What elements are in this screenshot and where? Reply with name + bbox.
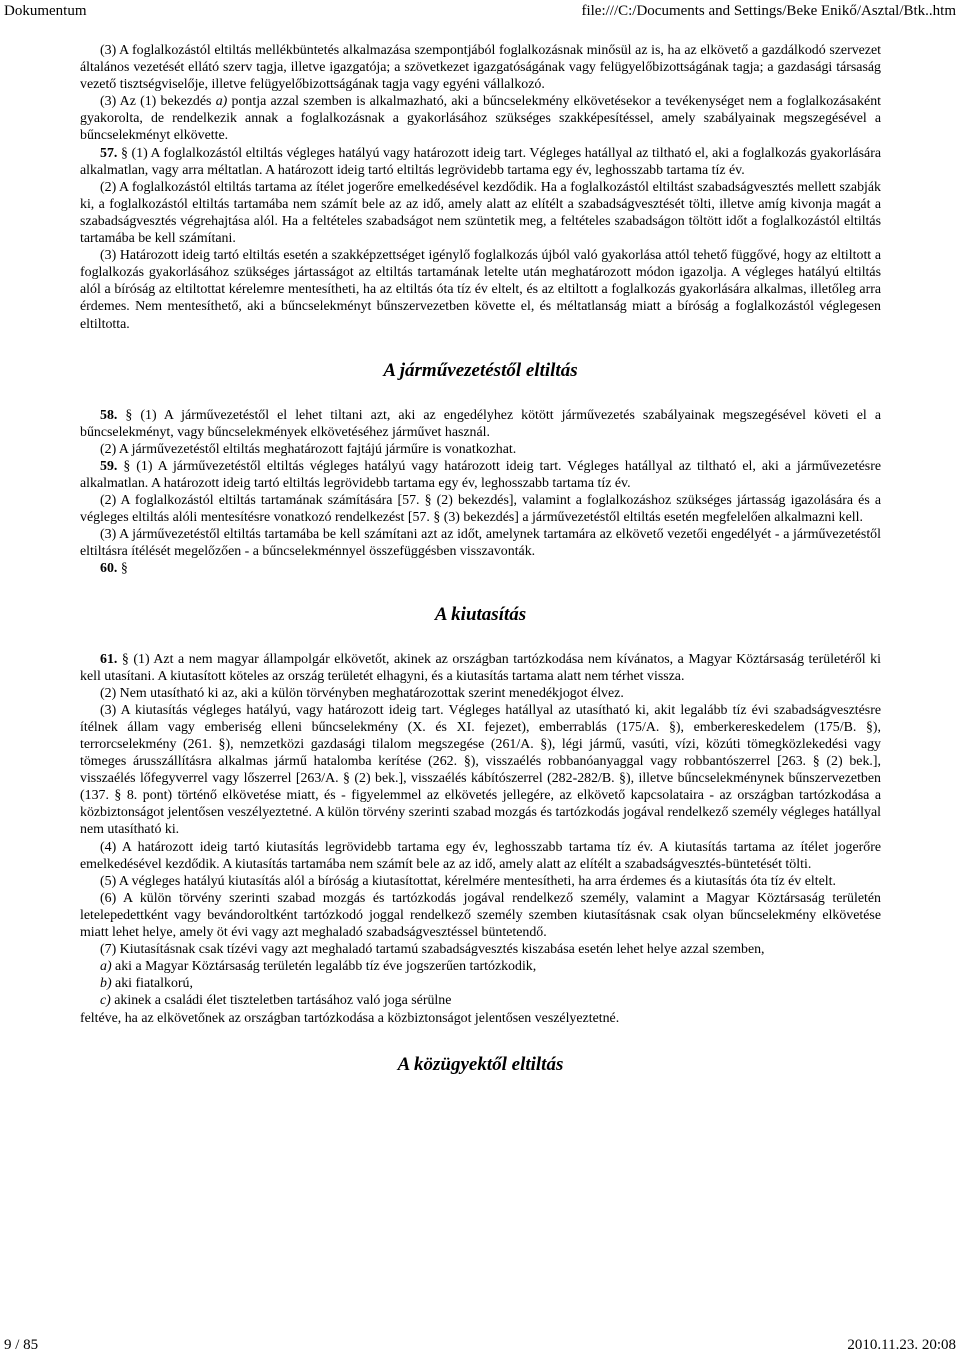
section-paragraph: 58. § (1) A járművezetéstől el lehet tiltani azt, aki az engedélyhez kötött járművezetés szabályainak megszegésével követi el a bűncselekményt, vagy bűncselekmények elkövetéséhez járművet használ. [80,407,881,440]
section-paragraph: 61. § (1) Azt a nem magyar állampolgár elkövetőt, akinek az országban tartózkodása nem kívánatos, a Magyar Köztársaság területéről ki kell utasítani. A kiutasított köteles az ország területét elhagyni, és a kiutasítás tartama alatt nem térhet vissza. [80,651,881,684]
paragraph: (2) A foglalkozástól eltiltás tartamának számítására [57. § (2) bekezdés], valamint a foglalkozáshoz szükséges jártasság igazolására és a végleges eltiltás alóli mentesítésre vonatkozó rendelkezést [57. § (3) bekezdés] a járművezetéstől eltiltás esetén megfelelően alkalmazni kell. [80,493,881,526]
page-footer [4,1337,956,1354]
paragraph: (5) A végleges hatályú kiutasítás alól a bíróság a kiutasítottat, kérelmére mentesítheti, ha arra érdemes és a kiutasítás óta tíz év eltelt. [100,873,836,889]
section-sign-link[interactable]: § [125,407,133,423]
section-number: 61. [100,651,118,667]
paragraph: (2) Nem utasítható ki az, aki a külön törvényben meghatározottak szerint menedékjogot élvez. [100,685,624,701]
paragraph: (6) A külön törvény szerinti szabad mozgás és tartózkodás jogával rendelkező személy, valamint a Magyar Köztársaság területén letelepedettként vagy bevándoroltként tartózkodó joggal rendelkező személy szemben kiutasításnak csak olyan bűncselekmény elkövetése miatt lehet helye, amely öt évi vagy azt meghaladó szabadságvesztéssel büntetendő. [80,890,881,941]
paragraph: (3) A kiutasítás végleges hatályú, vagy határozott ideig tart. Végleges hatállyal az utasítható ki, akit legalább tíz évi szabadságvesztésre ítélnek állam vagy emberiség elleni bűncselekmény (X. és XI. fejezet), emberrablás (175/A. §), emberkereskedelem (175/B. §), terrorcselekmény (261. §), nemzetközi gazdasági tilalom megszegése (261/A. §), légi jármű, vasúti, vízi, közúti tömegközlekedési vagy tömeges árusszállításra alkalmas jármű hatalomba kerítése (262. §), visszaélés robbanóanyaggal vagy robbantószerrel [263. § (2) bek.], visszaélés lőfegyverrel vagy lőszerrel [263/A. § (2) bek.], visszaélés kábítószerrel (282-282/B. §), illetve bűncselekménynek bűnszervezetben (137. § 8. pont) történő elkövetése miatt, és - figyelemmel az elkövetés jellegére, az elkövető kapcsolataira - az országban tartózkodása a közbiztonságot jelentősen veszélyeztetné. A külön törvény szerinti szabad mozgás és tartózkodás jogával rendelkező személy végleges hatállyal nem utasítható ki. [80,702,881,838]
section-number: 59. [100,458,118,474]
heading-kozugyek: A közügyektől eltiltás [397,1053,564,1075]
paragraph: (4) A határozott ideig tartó kiutasítás legrövidebb tartama egy év, leghosszabb tartama tíz év. A kiutasítás tartama az ítélet jogerőre emelkedésével kezdődik. A kiutasítás tartamába nem számít bele az az idő, amely alatt az elítélt a szabadságvesztés-büntetését tölti. [80,839,881,872]
section-sign-link[interactable]: § [123,458,131,474]
paragraph: (3) Az (1) bekezdés a) pontja azzal szemben is alkalmazható, aki a bűncselekmény elkövetésekor a tevékenységet nem a foglalkozásaként gyakorolta, de rendelkezik annak a foglalkozásnak a gyakorlásához szükséges szakképesítéssel, amely szabályainak megszegésével a bűncselekményt elkövette. [80,94,881,144]
section-paragraph [80,560,881,577]
paragraph: (3) Határozott ideig tartó eltiltás esetén a szakképzettséget igénylő foglalkozás újból való gyakorlása attól tehető függővé, hogy az eltiltott a foglalkozás gyakorlásához szükséges jártasságot az eltiltás tartamának letelte után meghatározott módon igazolja. A végleges hatályú eltiltás alól a bíróság az eltiltottat kérelemre mentesítheti, ha az eltiltás óta tíz év eltelt, és az eltiltott a foglalkozás gyakorlására alkalmas, illetőleg arra érdemes. Nem mentesíthető, aki a bűncselekményt bűnszervezetben követte el, és méltatlanság miatt a bíróság a foglalkozástól véglegesen eltiltotta. [80,248,881,332]
heading-jarmuvezetes: A járművezetéstől eltiltás [383,359,578,381]
list-item: c) akinek a családi élet tiszteletben tartásához való joga sérülne [100,993,452,1009]
paragraph: feltéve, ha az elkövetőnek az országban tartózkodása a közbiztonságot jelentősen veszélyeztetné. [80,1010,620,1026]
paragraph: (7) Kiutasításnak csak tízévi vagy azt meghaladó tartamú szabadságvesztés kiszabása esetén lehet helye azzal szemben, [100,942,765,958]
paragraph: (3) A foglalkozástól eltiltás mellékbüntetés alkalmazása szempontjából foglalkozásnak minősül az is, ha az elkövető a gazdálkodó szervezet általános vezetését ellátó szerv tagja, illetve igazgatója; a szövetkezet igazgatóságának vagy felügyelőbizottságának tagja; a gazdasági társaság vezető tisztségviselője, illetve felügyelőbizottságának tagja vagy egyéni vállalkozó. [80,43,881,93]
paragraph: (2) A járművezetéstől eltiltás meghatározott fajtájú járműre is vonatkozhat. [100,441,517,457]
list-item: b) aki fiatalkorú, [100,976,193,992]
section-paragraph: 59. § (1) A járművezetéstől eltiltás végleges hatályú vagy határozott ideig tart. Végleges hatállyal az tiltható el, aki a járművezetésre alkalmatlan. A határozott ideig tartó eltiltás legrövidebb tartama egy év, leghosszabb tartama tíz év. [80,458,881,491]
print-timestamp: 2010.11.23. 20:08 [847,1337,956,1353]
heading-kiutasitas: A kiutasítás [434,603,527,625]
list-item: a) aki a Magyar Köztársaság területén legalább tíz éve jogszerűen tartózkodik, [100,959,537,975]
page-header [4,3,956,23]
section-sign-link[interactable]: § [121,651,129,667]
section-sign-link[interactable]: § [120,145,128,161]
section-number: 60. [100,561,118,577]
section-paragraph: 57. § (1) A foglalkozástól eltiltás végleges hatályú vagy határozott ideig tart. Végleges hatállyal az tiltható el, aki a foglalkozás gyakorlására alkalmatlan, vagy arra méltatlan. A határozott ideig tartó eltiltás legrövidebb tartama egy év, leghosszabb tartama tíz év. [80,145,881,178]
section-number: 58. [100,407,118,423]
paragraph: (2) A foglalkozástól eltiltás tartama az ítélet jogerőre emelkedésével kezdődik. Ha a foglalkozástól eltiltást szabadságvesztés mellett szabják ki, a foglalkozástól eltiltás tartamába nem számít bele az az idő, amely alatt az elítélt a szabadságvesztését tölti, illetve amíg kivonja magát a szabadságvesztés végrehajtása alól. Ha a feltételes szabadságot nem szüntetik meg, a feltételes szabadságon töltött időt a foglalkozástól eltiltás tartamába be kell számítani. [80,179,881,247]
header-file-path: file:///C:/Documents and Settings/Beke Enikő/Asztal/Btk..htm [581,3,956,19]
page-number: 9 / 85 [4,1337,39,1353]
section-sign-link[interactable]: § [120,561,128,577]
document-body [80,42,881,1076]
paragraph: (3) A járművezetéstől eltiltás tartamába be kell számítani azt az időt, amelynek tartamára az elkövető vezetői engedélyét - a járművezetéstől eltiltásra ítélését megelőzően - a bűncselekménnyel összefüggésben visszavonták. [80,527,881,560]
header-title: Dokumentum [4,3,87,19]
section-number: 57. [100,145,118,161]
